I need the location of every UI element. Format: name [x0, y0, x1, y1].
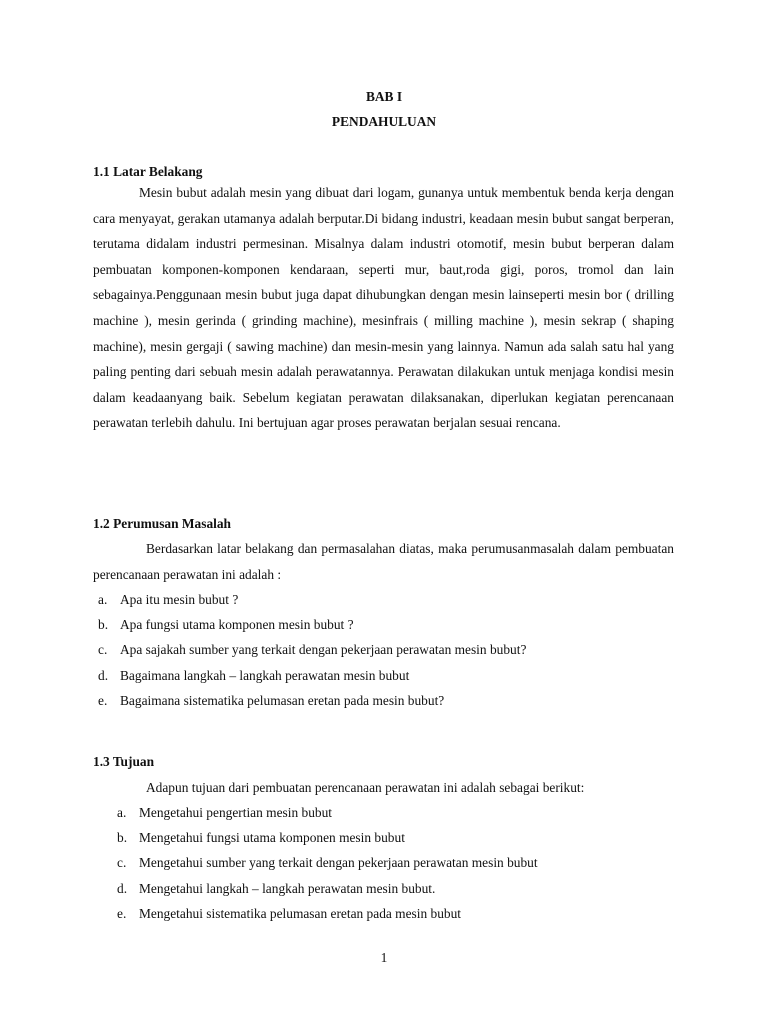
list-item: c. Mengetahui sumber yang terkait dengan pekerjaan perawatan mesin bubut: [117, 855, 538, 871]
list-item: e. Mengetahui sistematika pelumasan eretan pada mesin bubut: [117, 905, 462, 921]
section-heading-perumusan-masalah: 1.2 Perumusan Masalah: [93, 516, 232, 531]
perumusan-masalah-intro: [93, 536, 674, 587]
perumusan-masalah-intro-text: Berdasarkan latar belakang dan permasalahan diatas, maka perumusanmasalah dalam pembuatan perencanaan perawatan ini adalah :: [93, 541, 674, 582]
latar-belakang-paragraph: [93, 180, 674, 436]
list-item: b. Mengetahui fungsi utama komponen mesin bubut: [117, 830, 405, 846]
list-item: e. Bagaimana sistematika pelumasan eretan pada mesin bubut?: [98, 692, 445, 708]
perumusan-masalah-list: [98, 592, 526, 718]
list-item: b. Apa fungsi utama komponen mesin bubut ?: [98, 617, 354, 633]
latar-belakang-text: Mesin bubut adalah mesin yang dibuat dari logam, gunanya untuk membentuk benda kerja dengan cara menyayat, gerakan utamanya adalah berputar.Di bidang industri, keadaan mesin bubut sangat berperan, terutama didalam industri permesinan. Misalnya dalam industri otomotif, mesin bubut berperan dalam pembuatan komponen-komponen kendaraan, seperti mur, baut,roda gigi, poros, tromol dan lain sebagainya.Penggunaan mesin bubut juga dapat dihubungkan dengan mesin lainseperti mesin bor ( drilling machine ), mesin gerinda ( grinding machine), mesinfrais ( milling machine ), mesin sekrap ( shaping machine), mesin gergaji ( sawing machine) dan mesin-mesin yang lainnya. Namun ada salah satu hal yang paling penting dari sebuah mesin adalah perawatannya. Perawatan dilakukan untuk menjaga kondisi mesin dalam keadaanyang baik. Sebelum kegiatan perawatan dilaksanakan, diperlukan kegiatan perencanaan perawatan terlebih dahulu. Ini bertujuan agar proses perawatan berjalan sesuai rencana.: [93, 185, 674, 431]
chapter-title: BAB I: [365, 89, 403, 104]
list-item: d. Mengetahui langkah – langkah perawatan mesin bubut.: [117, 880, 436, 896]
tujuan-intro: Adapun tujuan dari pembuatan perencanaan perawatan ini adalah sebagai berikut:: [146, 780, 585, 795]
chapter-subtitle: PENDAHULUAN: [331, 114, 437, 129]
section-heading-latar-belakang: 1.1 Latar Belakang: [93, 164, 203, 179]
list-item: c. Apa sajakah sumber yang terkait dengan pekerjaan perawatan mesin bubut?: [98, 642, 527, 658]
list-item: a. Apa itu mesin bubut ?: [98, 592, 239, 607]
list-item: a. Mengetahui pengertian mesin bubut: [117, 805, 333, 820]
page-number: 1: [380, 950, 388, 965]
section-heading-tujuan: 1.3 Tujuan: [93, 754, 155, 769]
tujuan-list: [117, 805, 538, 931]
list-item: d. Bagaimana langkah – langkah perawatan mesin bubut: [98, 667, 410, 683]
